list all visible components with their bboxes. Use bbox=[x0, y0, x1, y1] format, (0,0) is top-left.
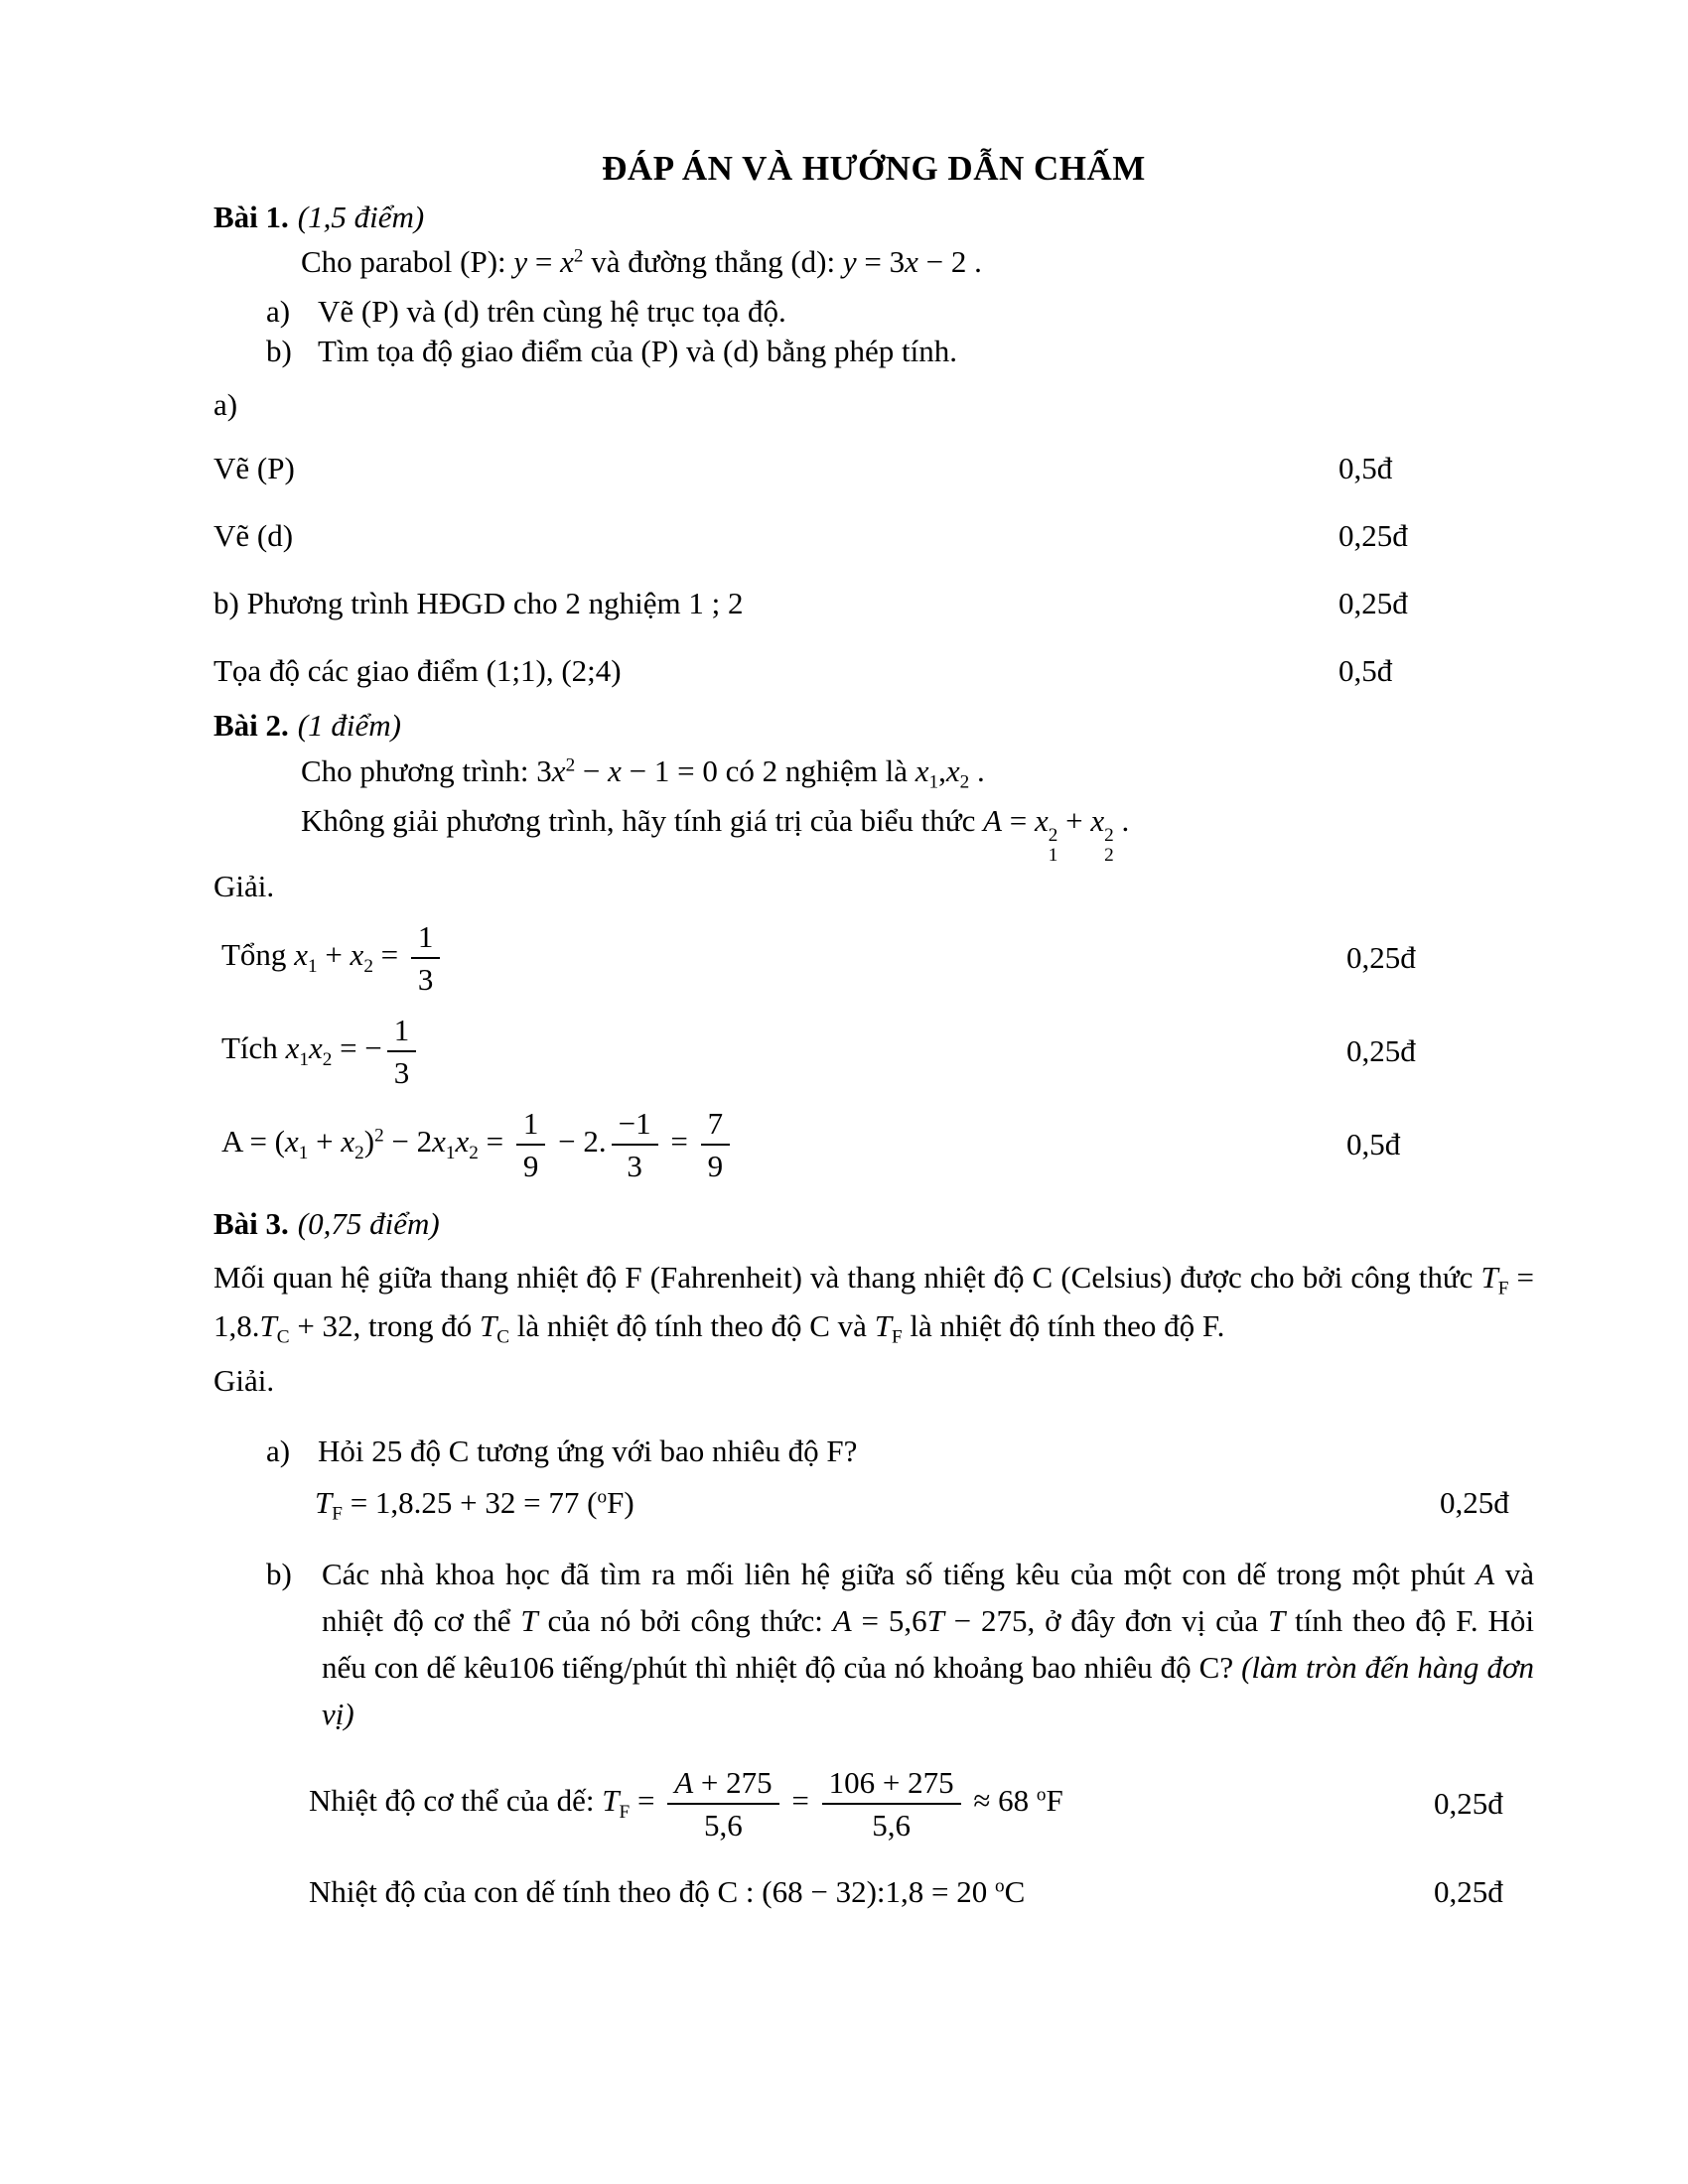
var-x2: x bbox=[341, 1124, 355, 1160]
subscript-2: 2 bbox=[1104, 844, 1114, 866]
subscript-2: 2 bbox=[354, 1142, 364, 1163]
grading-row-product bbox=[221, 1009, 1534, 1094]
score-value: 0,5đ bbox=[1346, 1126, 1401, 1161]
bai3-points: (0,75 điểm) bbox=[297, 1205, 440, 1241]
var-T: T bbox=[479, 1307, 497, 1343]
equals: = bbox=[783, 1783, 817, 1819]
bai2-points: (1 điểm) bbox=[297, 708, 401, 743]
bai2-problem-line2 bbox=[301, 796, 1534, 866]
bai2-label: Bài 2. bbox=[213, 708, 289, 743]
grading-row bbox=[213, 584, 1534, 623]
subscript-1: 1 bbox=[1048, 844, 1058, 866]
var-x: x bbox=[551, 753, 566, 788]
section-bai3 bbox=[213, 1203, 1534, 1912]
fraction bbox=[701, 1105, 731, 1183]
var-x2: x bbox=[1090, 803, 1105, 838]
period: . bbox=[969, 753, 985, 788]
sum-label: Tổng bbox=[221, 937, 295, 973]
bai3-problem-statement bbox=[213, 1253, 1534, 1350]
bai1-intro-mid: và đường thẳng (d): bbox=[583, 244, 843, 279]
plus: + bbox=[1057, 803, 1091, 838]
bai3-answer-a-row bbox=[315, 1479, 1534, 1527]
var-A: A bbox=[674, 1764, 694, 1800]
bai1-item-b bbox=[266, 332, 1534, 371]
score-value: 0,25đ bbox=[1338, 518, 1408, 553]
fraction-denominator: 5,6 bbox=[667, 1803, 778, 1841]
fraction-denominator: 9 bbox=[701, 1144, 731, 1181]
equals-open-paren: = ( bbox=[241, 1124, 285, 1160]
subscript-2: 2 bbox=[469, 1142, 479, 1163]
bai1-item-a bbox=[266, 292, 1534, 332]
subscript-F: F bbox=[1497, 1278, 1509, 1299]
formula-plus32: + 32 bbox=[289, 1307, 353, 1343]
minus-2-dot: − 2. bbox=[550, 1124, 607, 1160]
fraction bbox=[411, 918, 441, 997]
fraction-numerator: 1 bbox=[417, 918, 434, 954]
rounding-note: (làm tròn đến hàng đơn vị) bbox=[322, 1649, 1534, 1731]
subscript-2: 2 bbox=[959, 771, 970, 793]
list-marker-b: b) bbox=[266, 1556, 292, 1591]
subscript-2: 2 bbox=[322, 1048, 333, 1070]
degree-symbol: o bbox=[597, 1486, 608, 1508]
score-value: 0,25đ bbox=[1338, 586, 1408, 620]
bai2-heading bbox=[213, 705, 1534, 747]
var-x1: x bbox=[285, 1030, 300, 1066]
subscript-F: F bbox=[891, 1326, 903, 1348]
bai3-answer-b1-row bbox=[309, 1761, 1534, 1846]
var-A: A bbox=[221, 1124, 242, 1160]
var-x2: x bbox=[308, 1030, 323, 1066]
bai1-item-b-text: Tìm tọa độ giao điểm của (P) và (d) bằng phép tính. bbox=[318, 334, 957, 368]
var-T: T bbox=[874, 1307, 892, 1343]
grading-row bbox=[213, 449, 1534, 488]
bai3-label: Bài 3. bbox=[213, 1205, 289, 1241]
var-A: A bbox=[983, 803, 1003, 838]
grading-row-text: b) Phương trình HĐGD cho 2 nghiệm 1 ; 2 bbox=[213, 586, 744, 620]
numerator-rest: + 275 bbox=[693, 1764, 773, 1800]
bai3-p1-t3: là nhiệt độ tính theo độ C và bbox=[509, 1307, 875, 1343]
score-value: 0,5đ bbox=[1338, 653, 1393, 688]
unit-F: F) bbox=[607, 1484, 634, 1520]
var-x: x bbox=[560, 244, 574, 279]
bai1-item-a-text: Vẽ (P) và (d) trên cùng hệ trục tọa độ. bbox=[318, 294, 786, 329]
exponent-2: 2 bbox=[374, 1125, 384, 1147]
var-T: T bbox=[315, 1484, 333, 1520]
var-x: x bbox=[905, 244, 918, 279]
var-T: T bbox=[1267, 1602, 1286, 1638]
bai3-p1-t4: là nhiệt độ tính theo độ F. bbox=[902, 1307, 1225, 1343]
var-T: T bbox=[602, 1783, 620, 1819]
bai2-giai-label: Giải. bbox=[213, 868, 275, 903]
score-value: 0,25đ bbox=[1346, 1032, 1416, 1068]
fraction bbox=[387, 1012, 417, 1090]
period: . bbox=[966, 244, 982, 279]
grading-row-text: Vẽ (d) bbox=[213, 518, 294, 553]
var-x1: x bbox=[432, 1124, 446, 1160]
var-T: T bbox=[926, 1602, 944, 1638]
grading-row-final bbox=[221, 1102, 1534, 1187]
answer-b1-pre: Nhiệt độ cơ thể của dế: bbox=[309, 1783, 603, 1819]
close-paren: ) bbox=[363, 1124, 375, 1160]
fraction-numerator: 1 bbox=[522, 1105, 539, 1141]
bai3-heading bbox=[213, 1203, 1534, 1245]
formula-eq: = 1,8. bbox=[213, 1259, 1535, 1343]
bai2-line1-post: có 2 nghiệm là bbox=[717, 753, 915, 788]
fraction bbox=[516, 1105, 546, 1183]
fraction-numerator: 1 bbox=[393, 1012, 410, 1047]
bai3-p1-t2: , trong đó bbox=[352, 1307, 480, 1343]
subscript-1: 1 bbox=[298, 1142, 309, 1163]
list-marker-b: b) bbox=[266, 334, 292, 368]
bai3-qb-t1: Các nhà khoa học đã tìm ra mối liên hệ giữa số tiếng kêu của một con dế trong một phút bbox=[322, 1556, 1477, 1591]
bai2-line2-pre: Không giải phương trình, hãy tính giá trị của biểu thức bbox=[301, 803, 984, 838]
fraction-numerator: −1 bbox=[618, 1105, 651, 1141]
bai1-heading bbox=[213, 197, 1534, 238]
bai1-problem-statement bbox=[301, 238, 1534, 286]
fraction bbox=[822, 1764, 961, 1843]
bai3-qb-t2: và nhiệt độ cơ thể bbox=[322, 1556, 1534, 1638]
bai3-answer-b2-row bbox=[309, 1872, 1534, 1912]
equals: = bbox=[1002, 803, 1036, 838]
answer-b2-text: Nhiệt độ của con dế tính theo độ C : (68 − 32):1,8 = 20 bbox=[309, 1873, 996, 1909]
plus: + bbox=[308, 1124, 342, 1160]
var-x1: x bbox=[285, 1124, 299, 1160]
list-marker-a: a) bbox=[266, 294, 291, 329]
subscript-1: 1 bbox=[299, 1048, 309, 1070]
bai3-question-b bbox=[266, 1551, 1534, 1737]
period: . bbox=[1113, 803, 1130, 838]
bai3-p1-t1: Mối quan hệ giữa thang nhiệt độ F (Fahrenheit) và thang nhiệt độ C (Celsius) được cho bởi công thức bbox=[213, 1259, 1481, 1295]
fraction bbox=[612, 1105, 658, 1183]
bai3-giai-label: Giải. bbox=[213, 1362, 275, 1398]
exponent-2: 2 bbox=[1104, 824, 1114, 846]
bai1-points: (1,5 điểm) bbox=[297, 200, 425, 234]
supsub-x1-squared bbox=[1049, 826, 1058, 866]
section-bai2 bbox=[213, 705, 1534, 1187]
bai1-label: Bài 1. bbox=[213, 200, 289, 234]
score-value: 0,25đ bbox=[1440, 1484, 1509, 1520]
subscript-C: C bbox=[276, 1326, 290, 1348]
subscript-2: 2 bbox=[363, 955, 373, 977]
fraction-denominator: 3 bbox=[411, 957, 441, 995]
comma: , bbox=[938, 753, 946, 788]
var-T: T bbox=[259, 1307, 277, 1343]
grading-row bbox=[213, 651, 1534, 691]
answer-a-equation: = 1,8.25 + 32 = 77 ( bbox=[342, 1484, 598, 1520]
bai3-qb-t3: của nó bởi công thức: bbox=[537, 1602, 833, 1638]
subscript-F: F bbox=[619, 1801, 631, 1823]
approx-68: ≈ 68 bbox=[965, 1783, 1037, 1819]
var-x: x bbox=[608, 753, 622, 788]
fraction-numerator: 106 + 275 bbox=[828, 1764, 954, 1800]
bai1-eq1: = bbox=[527, 244, 561, 279]
bai3-question-a bbox=[266, 1432, 1534, 1471]
fraction-denominator: 3 bbox=[612, 1144, 658, 1181]
minus-2: − 2 bbox=[383, 1124, 433, 1160]
grading-row-text: Tọa độ các giao điểm (1;1), (2;4) bbox=[213, 653, 622, 688]
fraction bbox=[667, 1764, 778, 1843]
equals: = bbox=[630, 1783, 663, 1819]
exponent-2: 2 bbox=[573, 245, 584, 267]
var-T: T bbox=[520, 1602, 538, 1638]
minus: − bbox=[575, 753, 609, 788]
list-marker-a: a) bbox=[266, 1433, 291, 1468]
var-x1: x bbox=[1035, 803, 1049, 838]
fraction-denominator: 5,6 bbox=[822, 1803, 961, 1841]
supsub-x2-squared bbox=[1104, 826, 1114, 866]
var-A: A bbox=[832, 1602, 852, 1638]
bai3-question-a-text: Hỏi 25 độ C tương ứng với bao nhiêu độ F? bbox=[318, 1433, 858, 1468]
score-value: 0,25đ bbox=[1434, 1873, 1503, 1909]
exponent-2: 2 bbox=[565, 754, 576, 776]
exponent-2: 2 bbox=[1048, 824, 1058, 846]
unit-C: C bbox=[1004, 1873, 1026, 1909]
var-T: T bbox=[1480, 1259, 1498, 1295]
subscript-1: 1 bbox=[307, 955, 318, 977]
bai1-eq2: = 3 bbox=[856, 244, 906, 279]
degree-symbol: o bbox=[1036, 1784, 1047, 1806]
bai1-part-a-label: a) bbox=[213, 387, 238, 422]
page-title: ĐÁP ÁN VÀ HƯỚNG DẪN CHẤM bbox=[602, 149, 1146, 188]
var-x2: x bbox=[350, 937, 364, 973]
section-bai1 bbox=[213, 197, 1534, 691]
subscript-1: 1 bbox=[445, 1142, 456, 1163]
var-x1: x bbox=[294, 937, 308, 973]
bai1-intro-pre: Cho parabol (P): bbox=[301, 244, 514, 279]
fraction-denominator: 3 bbox=[387, 1050, 417, 1088]
score-value: 0,5đ bbox=[1338, 451, 1393, 485]
fraction-numerator bbox=[667, 1764, 778, 1803]
subscript-C: C bbox=[496, 1326, 510, 1348]
grading-row-sum bbox=[221, 915, 1534, 1001]
bai2-line1-eq: − 1 = 0 bbox=[621, 753, 718, 788]
equals: = bbox=[662, 1124, 696, 1160]
bai2-problem-line1 bbox=[301, 747, 1534, 796]
var-x2: x bbox=[455, 1124, 470, 1160]
score-value: 0,25đ bbox=[1434, 1785, 1503, 1821]
bai3-qb-t5: − 275, ở đây đơn vị của bbox=[943, 1602, 1268, 1638]
fraction-numerator: 7 bbox=[707, 1105, 724, 1141]
unit-F: F bbox=[1046, 1783, 1063, 1819]
equals: = bbox=[478, 1124, 511, 1160]
var-x1: x bbox=[914, 753, 929, 788]
bai3-qb-t6: tính theo độ F. Hỏi nếu con dế kêu106 tiếng/phút thì nhiệt độ của nó khoảng bao nhiêu độ C? bbox=[322, 1602, 1535, 1685]
formula-5-6: = 5,6 bbox=[851, 1602, 927, 1638]
product-label: Tích bbox=[221, 1030, 286, 1066]
var-y: y bbox=[513, 244, 528, 279]
var-x2: x bbox=[945, 753, 960, 788]
score-value: 0,25đ bbox=[1346, 939, 1416, 975]
grading-row-text: Vẽ (P) bbox=[213, 451, 295, 485]
subscript-1: 1 bbox=[928, 771, 939, 793]
fraction-denominator: 9 bbox=[516, 1144, 546, 1181]
plus: + bbox=[317, 937, 351, 973]
equals-minus: = − bbox=[332, 1030, 382, 1066]
subscript-F: F bbox=[332, 1503, 343, 1525]
var-A: A bbox=[1476, 1556, 1495, 1591]
equals: = bbox=[372, 937, 406, 973]
coef-3: 3 bbox=[536, 753, 552, 788]
bai2-line1-pre: Cho phương trình: bbox=[301, 753, 537, 788]
grading-row bbox=[213, 516, 1534, 556]
bai1-eq2-tail: − 2 bbox=[917, 244, 967, 279]
var-y: y bbox=[842, 244, 857, 279]
degree-symbol: o bbox=[995, 1875, 1005, 1897]
